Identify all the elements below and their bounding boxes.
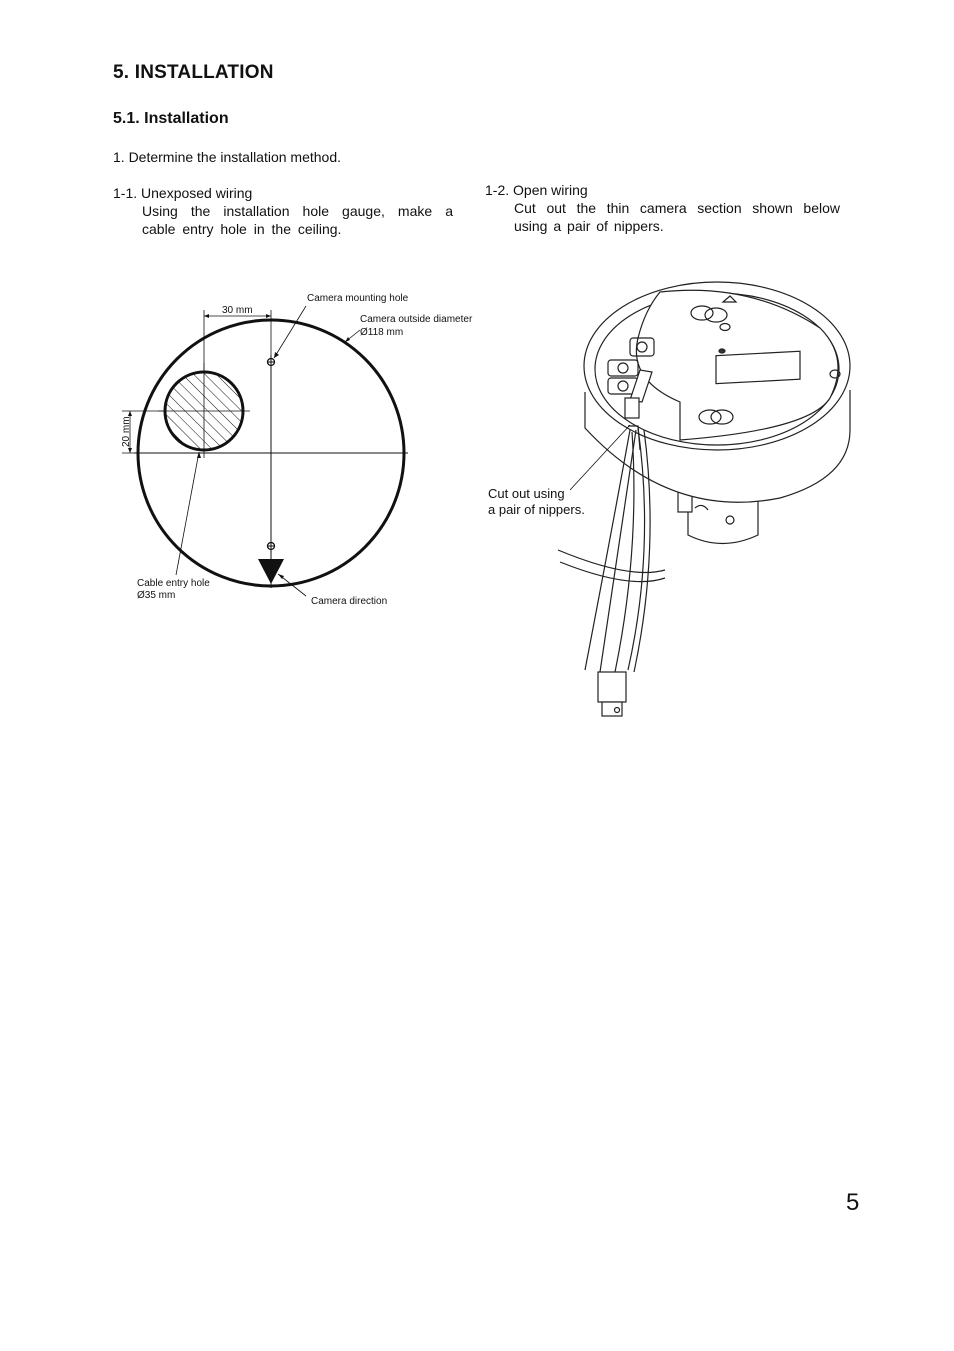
subsection-heading: 5.1. Installation <box>113 110 229 127</box>
unexposed-wiring-text: Using the installation hole gauge, make a cable entry hole in the ceiling. <box>142 203 453 237</box>
camera-direction-triangle <box>258 559 284 584</box>
cutout-caption-line-2: a pair of nippers. <box>488 502 585 517</box>
mounting-hole-label: Camera mounting hole <box>307 293 409 304</box>
cutout-caption-line-1: Cut out using <box>488 486 565 501</box>
outside-diameter-label: Camera outside diameter <box>360 314 473 325</box>
cable-hole-label: Cable entry hole <box>137 578 210 589</box>
hole-gauge-diagram <box>0 0 480 620</box>
bnc-plug <box>598 672 626 702</box>
open-wiring-text: Cut out the thin camera section shown below using a pair of nippers. <box>514 200 840 234</box>
page-number: 5 <box>846 1189 860 1216</box>
dim-30-label: 30 mm <box>222 305 253 316</box>
section-heading: 5. INSTALLATION <box>113 62 274 83</box>
camera-direction-label: Camera direction <box>311 596 388 607</box>
cable-hole-value: Ø35 mm <box>137 590 176 601</box>
outside-diameter-value: Ø118 mm <box>360 327 404 338</box>
dim-20-label: 20 mm <box>121 416 132 447</box>
open-wiring-title: 1-2. Open wiring <box>485 182 588 198</box>
open-wiring-block <box>485 181 840 235</box>
cutout-caption <box>488 486 585 518</box>
step-1-text: 1. Determine the installation method. <box>113 149 342 165</box>
unexposed-wiring-title: 1-1. Unexposed wiring <box>113 185 253 201</box>
